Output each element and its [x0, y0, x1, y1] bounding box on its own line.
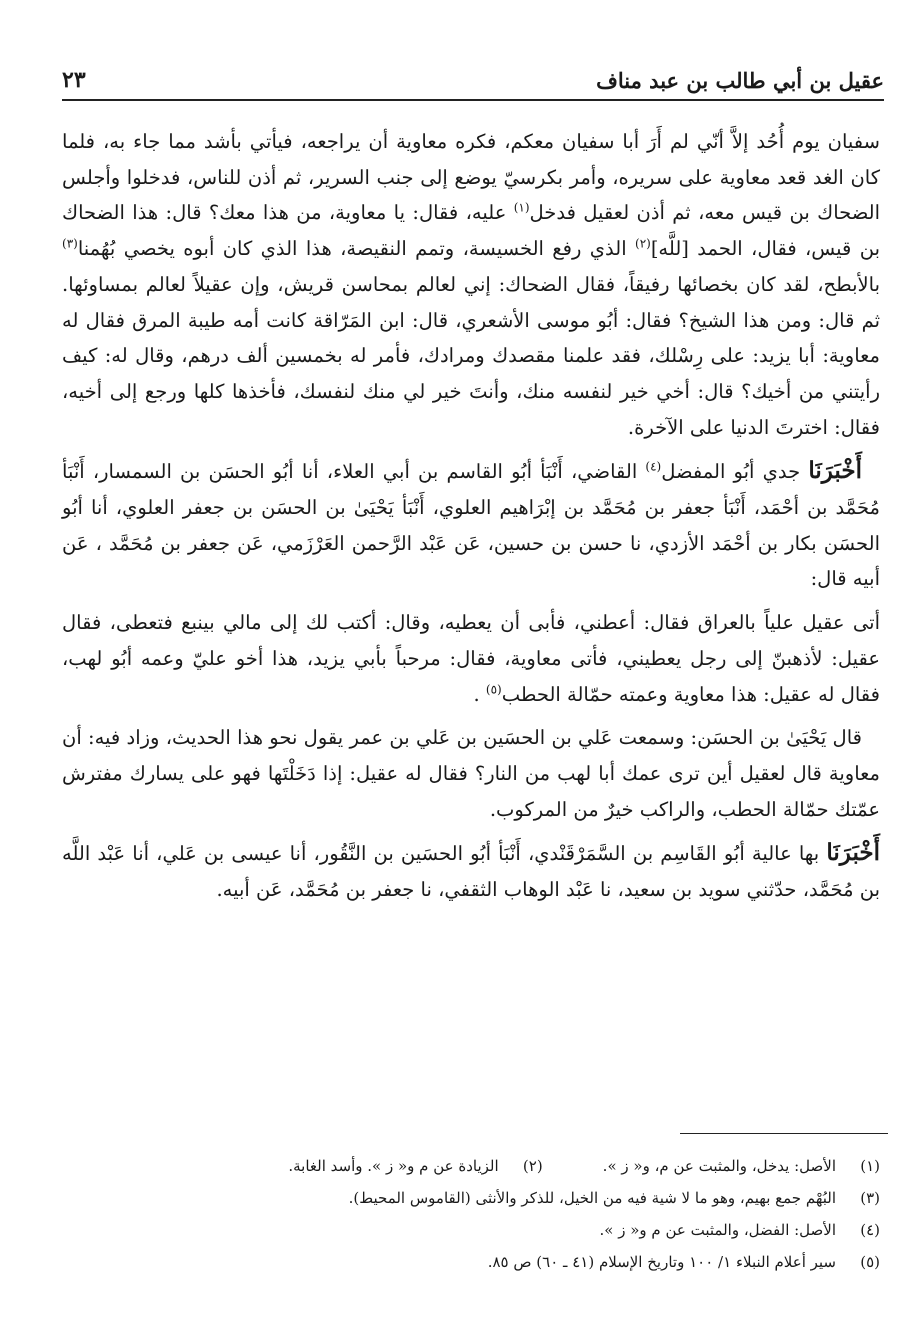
- running-header: [62, 62, 884, 98]
- footnote-text: الزيادة عن م و« ز ». وأسد الغابة.: [288, 1157, 499, 1175]
- running-title: عقيل بن أبي طالب بن عبد مناف: [596, 67, 884, 93]
- footnote-4: [62, 1214, 880, 1246]
- text-run: جدي أبُو المفضل: [661, 460, 809, 484]
- footnote-number: (٤): [860, 1221, 880, 1239]
- footnote-number: (١): [860, 1157, 880, 1175]
- text-run: عليه، فقال: يا معاوية، من هذا معك؟ قال: هذا الضحاك بن قيس، فقال، الحمد [للَّه]: [62, 201, 880, 261]
- footnote-number: (٥): [860, 1253, 880, 1271]
- footnote-ref-2: (٢): [635, 236, 651, 251]
- footnote-text: الأصل: الفضل، والمثبت عن م و« ز ».: [599, 1221, 836, 1239]
- text-run: بها عالية أبُو القَاسِم بن السَّمَرْقَنْدي، أَنْبَأ أبُو الحسَين بن النَّقُور، أنا عيسى بن عَلي، أنا عَبْد اللَّه بن مُحَمَّد، حدّثني سويد بن سعيد، نا عَبْد الوهاب الثقفي، نا جعفر بن مُحَمَّد، عَن أبيه.: [62, 842, 880, 902]
- text-run: الذي رفع الخسيسة، وتمم النقيصة، هذا الذي كان أبوه يخصي بُهُمنا: [77, 237, 635, 261]
- footnote-1: [603, 1150, 880, 1182]
- footnote-row-1-2: [62, 1150, 880, 1182]
- header-rule: [62, 99, 884, 101]
- footnote-number: (٢): [522, 1157, 543, 1175]
- paragraph-1: [62, 124, 880, 445]
- page-number: ٢٣: [62, 67, 86, 93]
- footnote-ref-5: (٥): [485, 682, 502, 697]
- akhbarana-keyword: أَخْبَرَنَا: [826, 839, 880, 867]
- text-run: القاضي، أَنْبَأ أبُو القاسم بن أبي العلاء، أنا أبُو الحسَن بن السمسار، أَنْبَأ مُحَمَّد بن أحْمَد، أَنْبَأ جعفر بن مُحَمَّد بن إبْرَاهيم العلوي، أَنْبَأ يَحْيَىٰ بن الحسَن بن جعفر العلوي، أنا أبُو الحسَن بكار بن أحْمَد الأزدي، نا حسن بن حسين، عَن عَبْد الرَّحمن العَرْزَمي، عَن جعفر بن مُحَمَّد ، عَن أبيه قال:: [62, 460, 880, 591]
- text-run: .: [473, 682, 486, 706]
- footnote-2: [288, 1150, 542, 1182]
- text-run: أتى عقيل علياً بالعراق فقال: أعطني، فأبى أن يعطيه، وقال: أكتب لك إلى مالي بينبع فتعطى، فقال عقيل: لأذهبنّ إلى رجل يعطيني، فأتى معاوية، فقال: مرحباً بأبي يزيد، هذا أخو عليّ وعمه أبُو لهب، فقال له عقيل: هذا معاوية وعمته حمّالة الحطب: [62, 611, 880, 706]
- footnote-text: الأصل: يدخل، والمثبت عن م، و« ز ».: [602, 1157, 836, 1175]
- paragraph-3: [62, 605, 880, 712]
- footnotes: [62, 1150, 880, 1278]
- footnote-number: (٣): [860, 1189, 880, 1207]
- footnote-text: البُهْم جمع بهيم، وهو ما لا شية فيه من الخيل، للذكر والأنثى (القاموس المحيط).: [348, 1189, 836, 1207]
- text-run: بالأبطح، لقد كان بخصائها رفيقاً، فقال الضحاك: إني لعالم بمحاسن قريش، وإن عقيلاً لعالم بمساوئها. ثم قال: ومن هذا الشيخ؟ فقال: أبُو موسى الأشعري، قال: ابن المَرّاقة كانت أمه طيبة المرق فقال له معاوية: أبا يزيد: على رِسْلك، فقد علمنا مقصدك ومرادك، فأمر له بخمسين ألف درهم، وقال له: كيف رأيتني من أخيك؟ قال: أخي خير لنفسه منك، وأنتَ خير لي منك لنفسك، فأخذها كلها ورجع إلى أخيه، فقال: اخترتَ الدنيا على الآخرة.: [62, 272, 880, 439]
- footnote-5: [62, 1246, 880, 1278]
- akhbarana-keyword: أَخْبَرَنَا: [808, 457, 862, 485]
- text-run: سفيان يوم أُحُد إلاَّ أنّي لم أَرَ أبا سفيان معكم، فكره معاوية أن يراجعه، فيأتي بأشد مما جاء به، فلما كان الغد قعد معاوية على سريره، وأمر بكرسيّ يوضع إلى جنب السرير، ثم أذن للناس، فدخلوا وأجلس الضحاك بن قيس معه، ثم أذن لعقيل فدخل: [62, 130, 880, 225]
- footnote-text: سير أعلام النبلاء ١/ ١٠٠ وتاريخ الإسلام (٤١ ـ ٦٠) ص ٨٥.: [487, 1253, 836, 1271]
- paragraph-4: قال يَحْيَىٰ بن الحسَن: وسمعت عَلي بن الحسَين بن عَلي بن عمر يقول نحو هذا الحديث، وزاد فيه: أن معاوية قال لعقيل أين ترى عمك أبا لهب من النار؟ فقال له عقيل: إذا دَخَلْتَها فهو على يسارك مفترش عمّتك حمّالة الحطب، والراكب خيرٌ من المركوب.: [62, 726, 880, 821]
- paragraph-5: [62, 835, 880, 907]
- footnote-separator: [680, 1133, 888, 1134]
- footnote-ref-4: (٤): [645, 459, 662, 474]
- footnote-ref-1: (١): [513, 200, 530, 215]
- paragraph-2: [62, 453, 880, 597]
- footnote-ref-3: (٣): [62, 236, 78, 251]
- main-text: [62, 124, 880, 916]
- footnote-3: [62, 1182, 880, 1214]
